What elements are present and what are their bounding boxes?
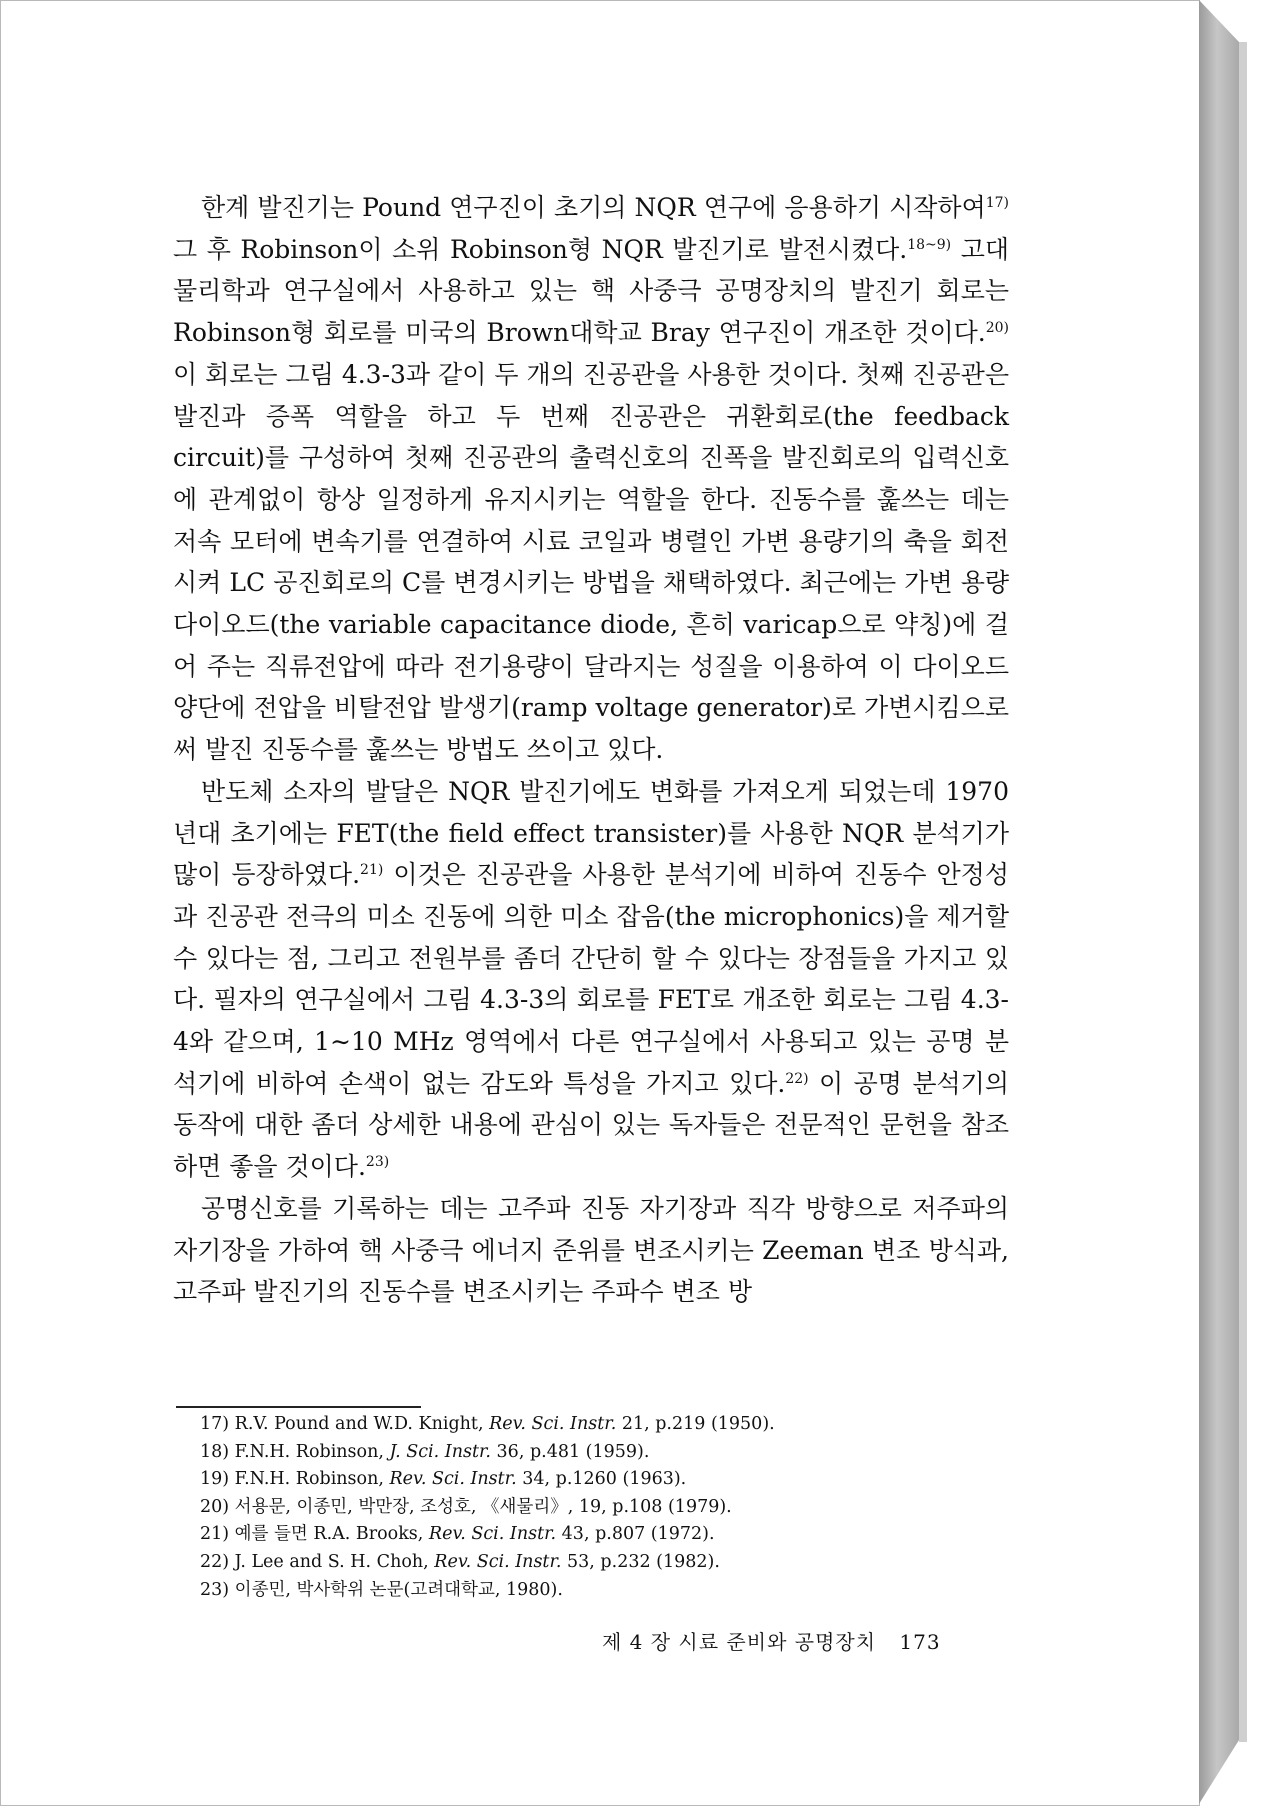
footnote: 23) 이종민, 박사학위 논문(고려대학교, 1980). <box>200 1579 563 1600</box>
footnote: 21) 예를 들면 R.A. Brooks, Rev. Sci. Instr. 43, p.807 (1972). <box>200 1524 715 1545</box>
footnote: 18) F.N.H. Robinson, J. Sci. Instr. 36, p.481 (1959). <box>200 1441 650 1462</box>
body-text <box>173 187 1009 1313</box>
text-run: 그 후 Robinson이 소위 Robinson형 NQR 발진기로 발전시켰다. <box>173 234 908 264</box>
text-run: 고대 물리학과 연구실에서 사용하고 있는 핵 사중극 공명장치의 발진기 회로는 Robinson형 회로를 미국의 Brown대학교 Bray 연구진이 개조한 것이다. <box>173 234 1009 348</box>
text-run: 이 회로는 그림 4.3-3과 같이 두 개의 진공관을 사용한 것이다. 첫째 진공관은 발진과 증폭 역할을 하고 두 번째 진공관은 귀환회로(the feedback circuit)를 구성하여 첫째 진공관의 출력신호의 진폭을 발진회로의 입력신호에 관계없이 항상 일정하게 유지시키는 역할을 한다. 진동수를 훑쓰는 데는 저속 모터에 변속기를 연결하여 시료 코일과 병렬인 가변 용량기의 축을 회전시켜 LC 공진회로의 C를 변경시키는 방법을 채택하였다. 최근에는 가변 용량 다이오드(the variable capacitance diode, 흔히 varicap으로 약칭)에 걸어 주는 직류전압에 따라 전기용량이 달라지는 성질을 이용하여 이 다이오드 양단에 전압을 비탈전압 발생기(ramp voltage generator)로 가변시킴으로써 발진 진동수를 훑쓰는 방법도 쓰이고 있다. <box>173 359 1009 765</box>
page-edge-shadow <box>1239 42 1247 1742</box>
paragraph <box>173 1188 1009 1313</box>
footnote-divider <box>176 1406 421 1408</box>
paragraph <box>173 771 1009 1188</box>
page-number: 173 <box>899 1630 941 1654</box>
text-run: 이 공명 분석기의 동작에 대한 좀더 상세한 내용에 관심이 있는 독자들은 전문적인 문헌을 참조하면 좋을 것이다. <box>173 1068 1009 1182</box>
running-footer <box>602 1626 941 1655</box>
footnote: 22) J. Lee and S. H. Choh, Rev. Sci. Instr. 53, p.232 (1982). <box>200 1551 720 1572</box>
footnote: 17) R.V. Pound and W.D. Knight, Rev. Sci. Instr. 21, p.219 (1950). <box>200 1414 775 1434</box>
footnote-list <box>200 1411 1000 1604</box>
footnote: 20) 서용문, 이종민, 박만장, 조성호, 《새물리》, 19, p.108 (1979). <box>200 1496 732 1517</box>
footnote-ref: 20) <box>985 320 1009 337</box>
text-run: 공명신호를 기록하는 데는 고주파 진동 자기장과 직각 방향으로 저주파의 자기장을 가하여 핵 사중극 에너지 준위를 변조시키는 Zeeman 변조 방식과, 고주파 발진기의 진동수를 변조시키는 주파수 변조 방 <box>173 1193 1009 1307</box>
chapter-title: 제 4 장 시료 준비와 공명장치 <box>602 1630 877 1654</box>
footnote-ref: 22) <box>785 1070 809 1087</box>
footnote-ref: 21) <box>360 862 384 879</box>
text-run: 반도체 소자의 발달은 NQR 발진기에도 변화를 가져오게 되었는데 1970년대 초기에는 FET(the field effect transister)를 사용한 NQR 분석기가 많이 등장하였다. <box>173 776 1009 890</box>
footnote-ref: 17) <box>985 195 1009 211</box>
footnote-ref: 18~9) <box>907 236 952 253</box>
footnote-ref: 23) <box>365 1154 390 1171</box>
paragraph <box>173 187 1009 771</box>
text-run: 이것은 진공관을 사용한 분석기에 비하여 진동수 안정성과 진공관 전극의 미소 진동에 의한 미소 잡음(the microphonics)을 제거할 수 있다는 점, 그리고 전원부를 좀더 간단히 할 수 있다는 장점들을 가지고 있다. 필자의 연구실에서 그림 4.3-3의 회로를 FET로 개조한 회로는 그림 4.3-4와 같으며, 1∼10 MHz 영역에서 다른 연구실에서 사용되고 있는 공명 분석기에 비하여 손색이 없는 감도와 특성을 가지고 있다. <box>173 860 1009 1098</box>
footnote: 19) F.N.H. Robinson, Rev. Sci. Instr. 34, p.1260 (1963). <box>200 1469 687 1490</box>
text-run: 한계 발진기는 Pound 연구진이 초기의 NQR 연구에 응용하기 시작하여 <box>201 193 986 222</box>
page-edge <box>1199 0 1239 1804</box>
